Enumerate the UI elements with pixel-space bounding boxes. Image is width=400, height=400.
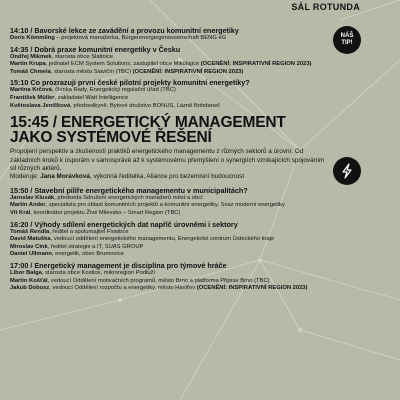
- badge-line-2: TIP!: [341, 40, 353, 46]
- speaker-role: , předsedkyně, Bytové družstvo BONUS, Lázně Bohdaneč: [70, 102, 221, 109]
- speaker-role: , vedoucí Oddělení motivačních programů, město Brno a platforma Připrav Brno (TBC): [47, 277, 270, 284]
- lightning-bolt-icon: [333, 157, 361, 185]
- speaker: [10, 202, 400, 210]
- speaker-name: Ondřej Mikmek: [10, 53, 52, 60]
- speaker-role: , starosta obce Slatinice: [51, 53, 114, 60]
- speaker-role: , starosta obce Kostice, mikroregion Podluží: [41, 269, 155, 276]
- speaker-role: , jednatel ECM System Solutions, zastupitel obce Mikolajice: [45, 61, 201, 68]
- program-item: [10, 261, 326, 293]
- speaker-role: , starosta města Slavičín (TBC): [50, 68, 133, 75]
- hero-title-line-1: 15:45 / ENERGETICKÝ MANAGEMENT: [10, 114, 286, 132]
- program-content: [10, 26, 326, 295]
- speaker-name: Vít Král: [10, 209, 31, 216]
- hero-block: [10, 115, 326, 145]
- moderator-line: [10, 173, 326, 181]
- speaker-name: Martin Košťál: [10, 277, 48, 284]
- hero-description-block: [10, 148, 326, 182]
- hero-time: 15:45: [10, 114, 49, 132]
- hero-title-2: JAKO SYSTÉMOVÉ ŘEŠENÍ: [10, 129, 212, 147]
- speaker-name: Martin Ander: [10, 202, 46, 209]
- speaker: [10, 61, 326, 69]
- program-item: [10, 186, 326, 218]
- speaker-role: , specialista pro oblast komunitních projektů a komunitní energetiky, Svaz moderní energetiky: [45, 202, 285, 209]
- speaker-name: Tomáš Rendla: [10, 228, 50, 235]
- speaker-role: , zakladatel Watt Intelligence: [54, 94, 129, 101]
- speaker-name: Jakub Dobosz: [10, 285, 50, 292]
- speaker-role: , předseda Sdružení energetických manažerů měst a obcí: [54, 194, 203, 201]
- speaker: [10, 285, 326, 293]
- speaker-role: , ředitel strategie a IT, SUAS GROUP: [47, 243, 144, 250]
- speaker-name: Doris Kömmling: [10, 35, 55, 41]
- speaker: [10, 69, 326, 77]
- moderator-name: Jana Morávková: [40, 173, 90, 181]
- session-title: 14:10 / Bavorské lekce ze zavádění a provozu komunitní energetiky: [10, 26, 239, 35]
- speaker-role: , členka Rady, Energetický regulační úřad (TBC): [51, 87, 176, 94]
- speaker-role: , ředitel a spolumajitel Flowbox: [49, 228, 129, 235]
- speaker-name: David Matuška: [10, 236, 51, 243]
- moderator-label: Moderuje:: [10, 173, 41, 181]
- speaker-role: – projektová manažerka, Bürgerenergiegenossenschaft BENG eG: [54, 35, 227, 41]
- speaker-name: Květoslava Jeníčková: [10, 102, 71, 109]
- hero-description: Propojení perspektiv a zkušeností praktiků energetického managementu z různých sektorů a úrovní. Od základních kroků k úsporám v samosprávě až k systémovému přemýšlení o synergiích vznikajících spojováním sil různých aktérů.: [10, 148, 325, 172]
- session-title: 15:50 / Stavební pilíře energetického managementu v municipalitách?: [10, 185, 248, 195]
- speaker: [10, 244, 326, 252]
- award-note: (OCENĚNÍ: INSPIRATIVNÍ REGION 2023): [200, 61, 312, 68]
- session-title: 14:35 / Dobrá praxe komunitní energetiky v Česku: [10, 44, 181, 54]
- speaker: [10, 95, 326, 103]
- speaker-name: Martin Krupa: [10, 61, 46, 68]
- speaker: [10, 35, 326, 43]
- speaker: [10, 278, 400, 286]
- speaker-name: Jaroslav Klusák: [10, 194, 55, 201]
- speaker-name: Miroslav Cink: [10, 243, 48, 250]
- speaker: [10, 251, 326, 259]
- badge-line-1: NÁŠ: [340, 33, 354, 39]
- session-title: 16:20 / Výhody sdílení energetických dat napříč úrovněmi i sektory: [10, 219, 238, 229]
- speaker-name: Tomáš Chmela: [10, 68, 51, 75]
- speaker: [10, 236, 400, 244]
- speaker-name: František Müller: [10, 94, 55, 101]
- speaker-name: Martina Krčová: [10, 87, 52, 94]
- speaker-role: , koordinátor projektu Živé Milevsko – Smart Region (TBC): [30, 209, 181, 216]
- hero-title-1: ENERGETICKÝ MANAGEMENT: [60, 114, 286, 132]
- speaker: [10, 210, 326, 218]
- venue-label: SÁL ROTUNDA: [291, 2, 360, 12]
- our-tip-badge: [333, 26, 361, 54]
- speaker: [10, 87, 326, 95]
- speaker-name: Daniel Ullmann: [10, 251, 52, 258]
- speaker-name: Libor Balga: [10, 269, 42, 276]
- program-item: [10, 220, 326, 259]
- speaker: [10, 103, 326, 111]
- program-item: [10, 78, 326, 110]
- program-item: [10, 45, 326, 77]
- speaker-role: , energetik, obec Brumovice: [51, 251, 124, 258]
- program-item: [10, 26, 326, 43]
- award-note: (OCENĚNÍ: INSPIRATIVNÍ REGION 2023): [196, 285, 308, 292]
- moderator-role: , výkonná ředitelka, Aliance pro bezemisní budoucnost: [89, 173, 245, 181]
- session-title: 15:10 Co prozrazují první české pilotní projekty komunitní energetiky?: [10, 78, 250, 88]
- speaker-role: , vedoucí Oddělení rozpočtu a energetiky, město Havířov: [49, 285, 197, 292]
- award-note: (OCENĚNÍ: INSPIRATIVNÍ REGION 2023): [132, 68, 244, 75]
- session-title: 17:00 / Energetický management je disciplína pro týmové hráče: [10, 260, 227, 270]
- speaker-role: , vedoucí oddělení energetického managementu, Energetické centrum Ústeckého kraje: [50, 236, 275, 243]
- speaker: [10, 270, 326, 278]
